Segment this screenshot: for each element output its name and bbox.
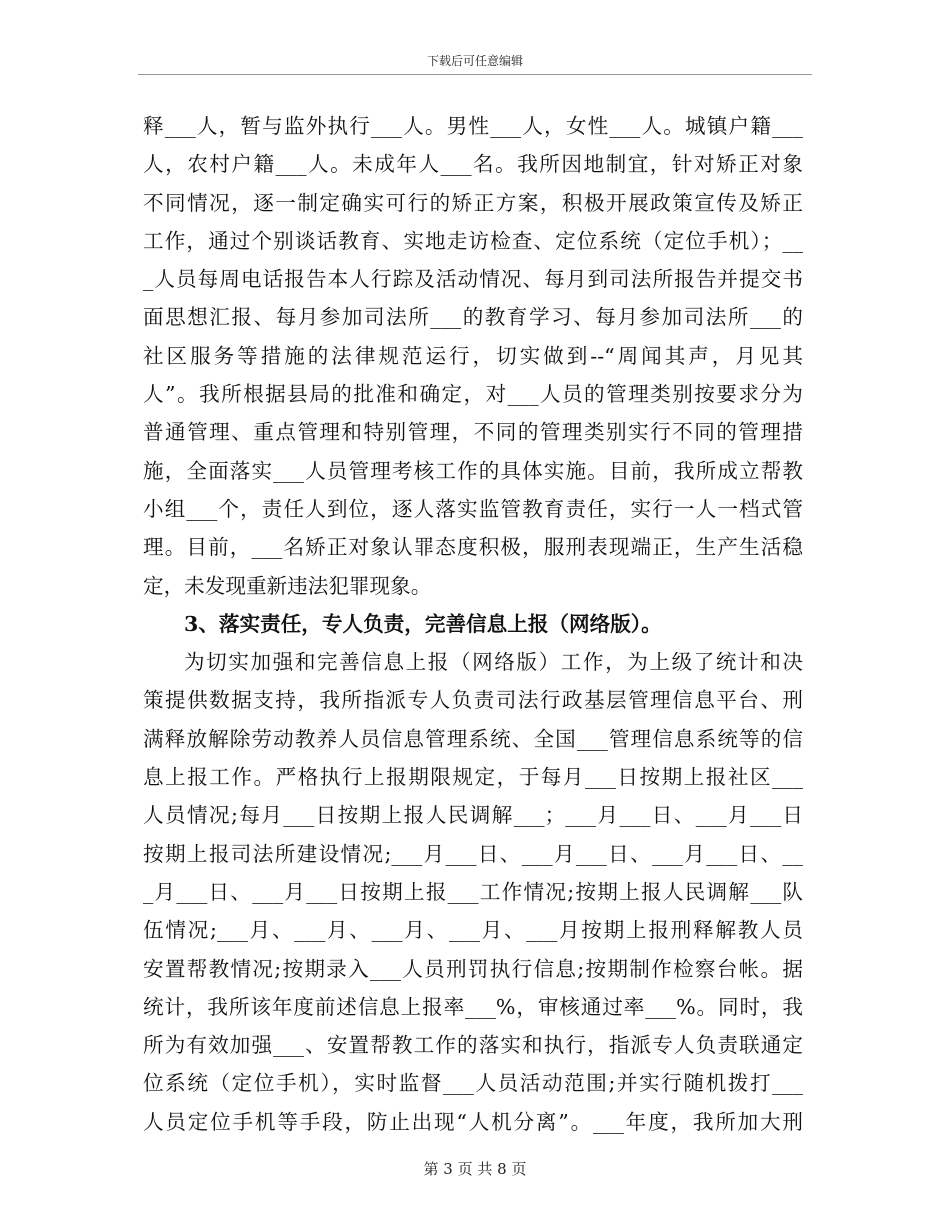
page-header: 下载后可任意编辑: [426, 54, 523, 68]
paragraph-line: 为切实加强和完善信息上报（网络版）工作，为上级了统计和决: [184, 650, 803, 675]
page-number: 第 3 页 共 8 页: [423, 1160, 527, 1178]
paragraph-line: 施，全面落实___人员管理考核工作的具体实施。目前，我所成立帮教: [143, 458, 803, 483]
paragraph-line: 人员情况;每月___日按期上报人民调解___；___月___日、___月___日: [143, 803, 803, 828]
paragraph-line: 工作，通过个别谈话教育、实地走访检查、定位系统（定位手机）；__: [143, 228, 803, 253]
section-heading: 3、落实责任，专人负责，完善信息上报（网络版）。: [184, 611, 662, 636]
paragraph-line: 按期上报司法所建设情况;___月___日、___月___日、___月___日、__: [143, 841, 803, 866]
paragraph-line: 释___人，暂与监外执行___人。男性___人，女性___人。城镇户籍___: [143, 114, 803, 138]
paragraph-line: 小组___个，责任人到位，逐人落实监管教育责任，实行一人一档式管: [143, 496, 803, 521]
paragraph-line: _人员每周电话报告本人行踪及活动情况、每月到司法所报告并提交书: [143, 267, 803, 292]
paragraph-line: 面思想汇报、每月参加司法所___的教育学习、每月参加司法所___的: [143, 305, 803, 330]
paragraph-line: 安置帮教情况;按期录入___人员刑罚执行信息;按期制作检察台帐。据: [143, 956, 803, 981]
document-body: [143, 107, 803, 1141]
paragraph-line: 伍情况;___月、___月、___月、___月、___月按期上报刑释解教人员: [143, 918, 803, 943]
paragraph-line: 人，农村户籍___人。未成年人___名。我所因地制宜，针对矫正对象: [143, 152, 803, 177]
paragraph-line: 人员定位手机等手段，防止出现“人机分离”。___年度，我所加大刑: [143, 1109, 803, 1134]
paragraph-line: 定，未发现重新违法犯罪现象。: [143, 573, 432, 598]
paragraph-line: 理。目前，___名矫正对象认罪态度积极，服刑表现端正，生产生活稳: [143, 535, 803, 560]
paragraph-line: 位系统（定位手机），实时监督___人员活动范围;并实行随机拨打___: [143, 1071, 803, 1096]
header-divider: [138, 74, 812, 75]
paragraph-line: 不同情况，逐一制定确实可行的矫正方案，积极开展政策宣传及矫正: [143, 190, 803, 215]
paragraph-line: 统计，我所该年度前述信息上报率___%，审核通过率___%。同时，我: [143, 994, 803, 1019]
paragraph-line: 人”。我所根据县局的批准和确定，对___人员的管理类别按要求分为: [143, 382, 803, 407]
paragraph-line: 社区服务等措施的法律规范运行，切实做到--“周闻其声，月见其: [143, 343, 803, 368]
paragraph-line: 普通管理、重点管理和特别管理，不同的管理类别实行不同的管理措: [143, 420, 803, 445]
paragraph-line: 息上报工作。严格执行上报期限规定，于每月___日按期上报社区___: [143, 765, 803, 790]
paragraph-line: 策提供数据支持，我所指派专人负责司法行政基层管理信息平台、刑: [143, 688, 803, 713]
paragraph-line: 满释放解除劳动教养人员信息管理系统、全国___管理信息系统等的信: [143, 726, 803, 751]
paragraph-line: 所为有效加强___、安置帮教工作的落实和执行，指派专人负责联通定: [143, 1033, 803, 1058]
paragraph-line: _月___日、___月___日按期上报___工作情况;按期上报人民调解___队: [143, 879, 803, 904]
